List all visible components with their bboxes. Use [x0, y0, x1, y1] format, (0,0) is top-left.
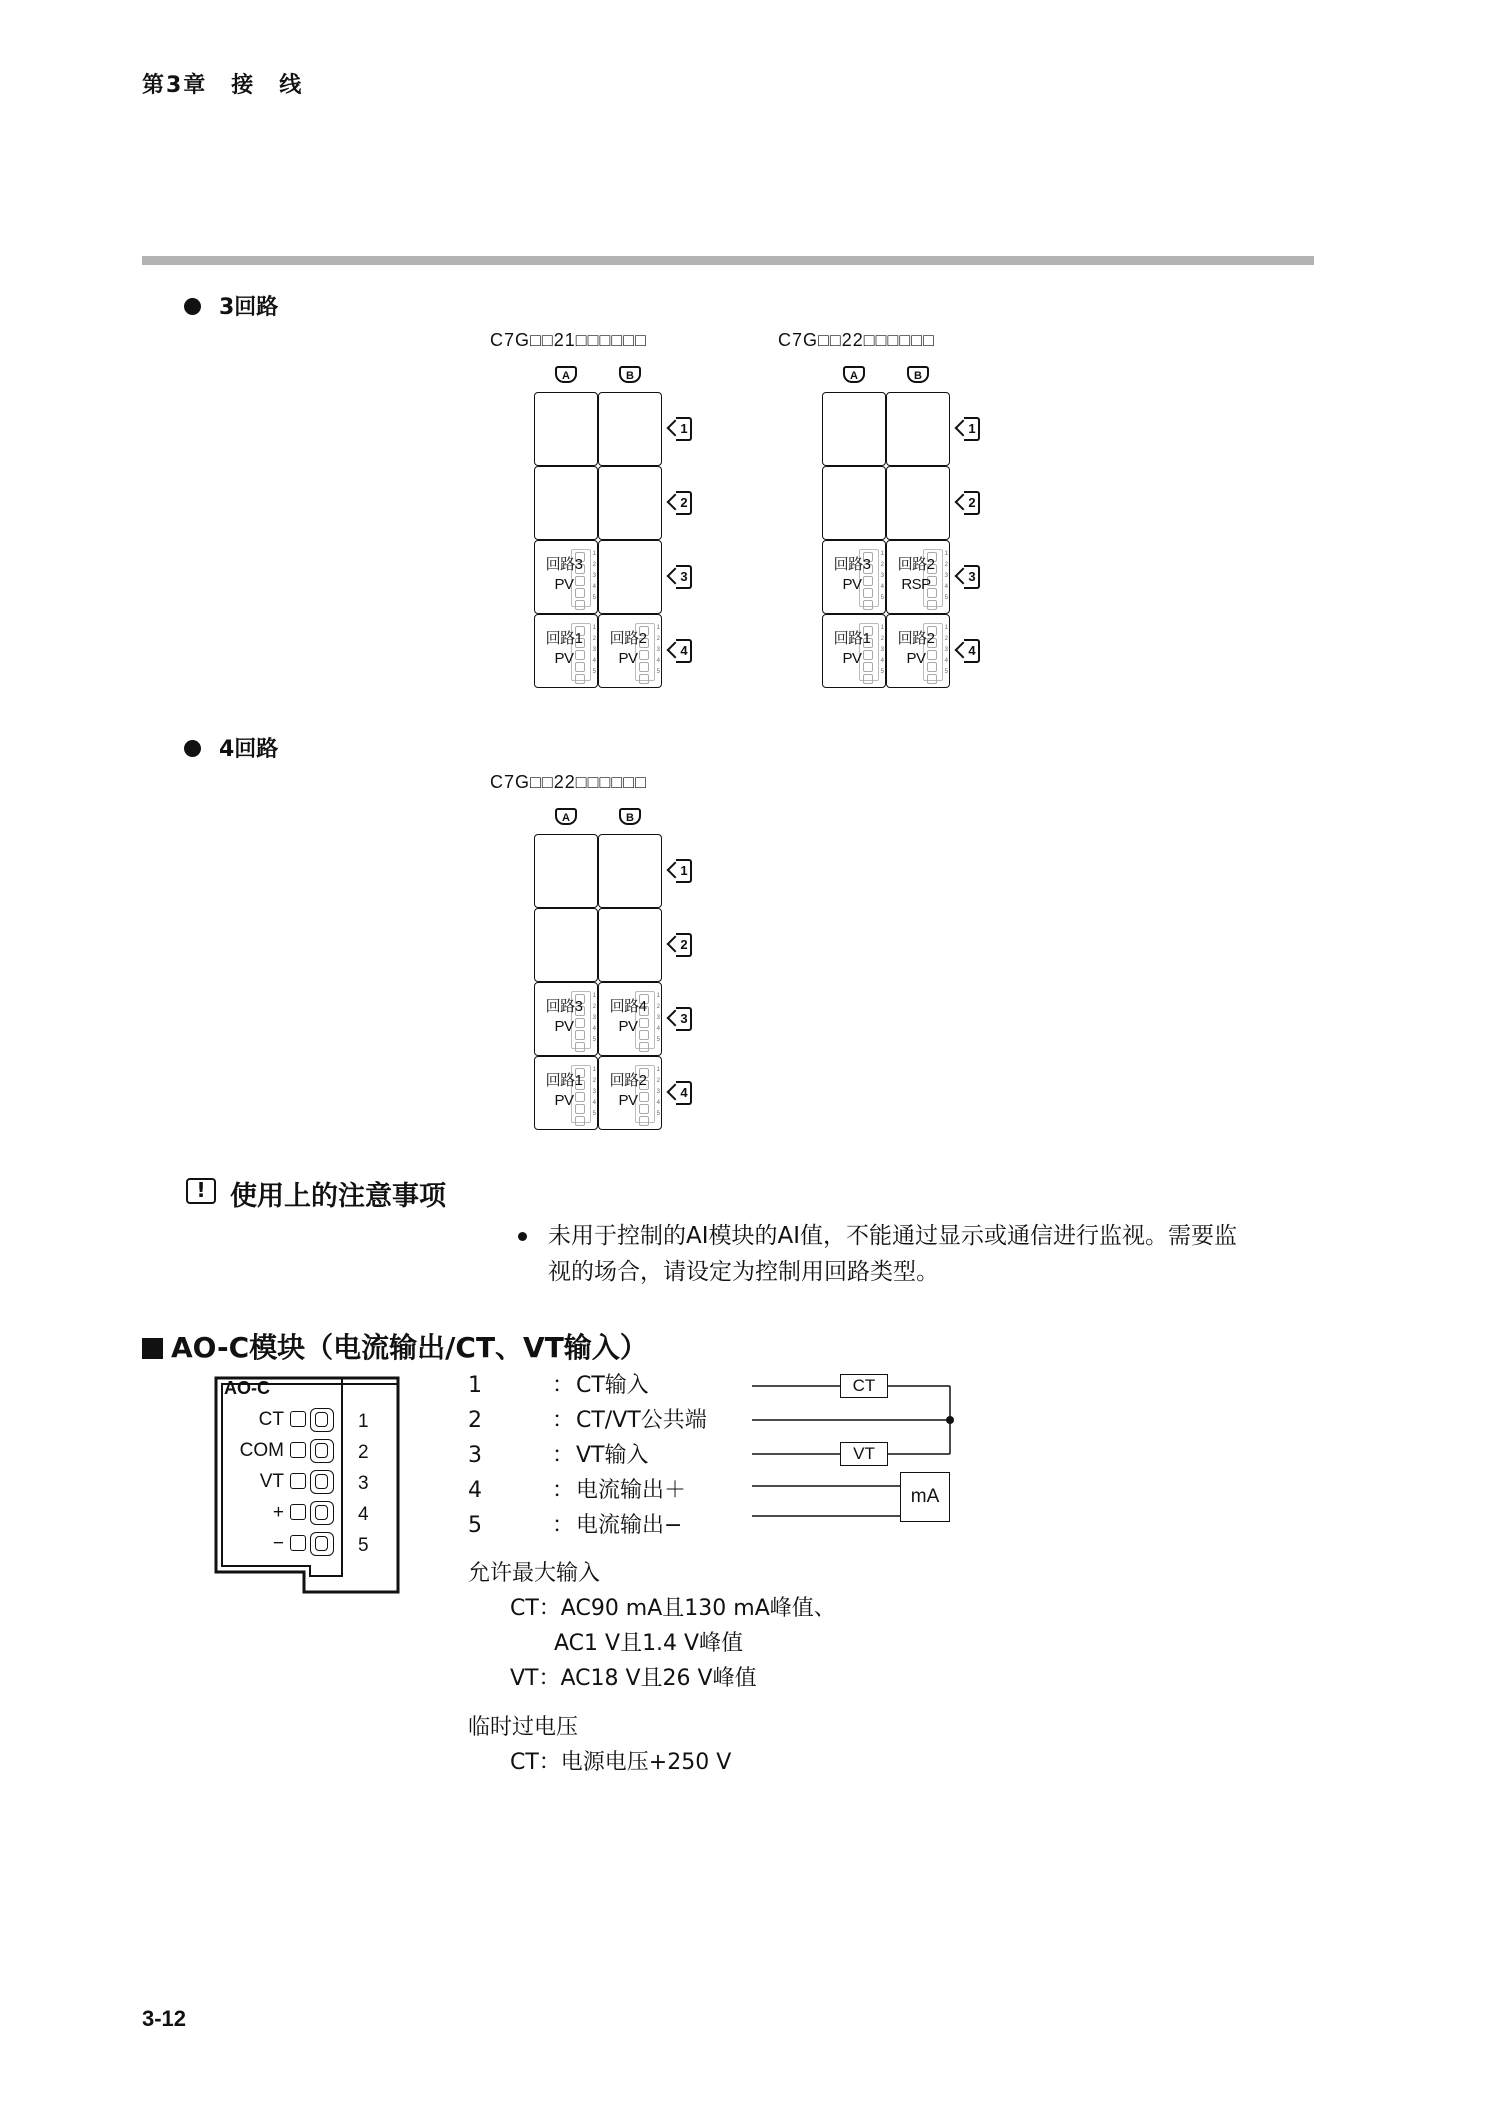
column-tag-b: B: [619, 808, 641, 825]
chapter-header: 第3章 接 线: [142, 73, 304, 98]
module-diagram-4loop-22: [490, 772, 710, 1142]
slot-label: 回路3 PV: [545, 556, 583, 593]
terminal-number: 5: [358, 1535, 369, 1556]
slot-label: 回路2 RSP: [897, 556, 935, 593]
column-tag-b: B: [907, 366, 929, 383]
row-tag-2: 2: [670, 491, 692, 515]
vt-box: VT: [840, 1442, 888, 1466]
screw-terminal-icon: [290, 1470, 338, 1494]
bullet-icon: [184, 298, 201, 315]
row-tag-3: 3: [958, 565, 980, 589]
module-slot-b4: [598, 1056, 662, 1130]
slot-label: 回路1 PV: [833, 630, 871, 667]
screw-terminal-icon: [290, 1501, 338, 1525]
module-slot-b2: [598, 908, 662, 982]
module-slot-b3: [598, 540, 662, 614]
terminal-numbers: 1 2 3 4 5: [656, 1067, 660, 1117]
terminal-number: 2: [358, 1442, 369, 1463]
pin-description: VT输入: [576, 1443, 649, 1468]
pin-number: 2: [468, 1408, 482, 1433]
terminal-numbers: 1 2 3 4 5: [880, 551, 884, 601]
pin-separator: ：: [552, 1408, 575, 1433]
pin-description: CT/VT公共端: [576, 1408, 707, 1433]
screw-terminal-icon: [290, 1532, 338, 1556]
pin-description: 电流输出＋: [576, 1478, 687, 1503]
module-slot-b3: [886, 540, 950, 614]
column-tag-a: A: [555, 808, 577, 825]
module-slot-b4: [886, 614, 950, 688]
section-title-3loop: 3回路: [184, 290, 278, 321]
terminal-numbers: 1 2 3 4 5: [592, 625, 596, 675]
pin-description: 电流输出−: [576, 1513, 683, 1538]
module-slot-a1: [534, 834, 598, 908]
max-input-ct: CT：AC90 mA且130 mA峰值、: [510, 1596, 836, 1621]
terminal-numbers: 1 2 3 4 5: [656, 993, 660, 1043]
pin-description: CT输入: [576, 1373, 649, 1398]
module-slot-b2: [598, 466, 662, 540]
terminal-number: 1: [358, 1411, 369, 1432]
screw-terminal-icon: [290, 1408, 338, 1432]
module-slot-b1: [598, 392, 662, 466]
bullet-icon: [518, 1232, 527, 1241]
module-diagram-3loop-22: [778, 330, 998, 700]
slot-label: 回路2 PV: [609, 1072, 647, 1109]
module-slot-b4: [598, 614, 662, 688]
connector-terminal-row: [212, 1497, 402, 1528]
terminal-numbers: 1 2 3 4 5: [592, 551, 596, 601]
module-slot-a2: [822, 466, 886, 540]
module-slot-a3: [534, 982, 598, 1056]
slot-label: 回路3 PV: [833, 556, 871, 593]
ct-box: CT: [840, 1374, 888, 1398]
pin-row: [468, 1368, 768, 1403]
terminal-numbers: 1 2 3 4 5: [592, 993, 596, 1043]
row-tag-2: 2: [670, 933, 692, 957]
square-bullet-icon: [142, 1338, 163, 1359]
pin-row: [468, 1508, 768, 1543]
terminal-numbers: 1 2 3 4 5: [944, 625, 948, 675]
section-divider: [142, 256, 1314, 265]
terminal-numbers: 1 2 3 4 5: [880, 625, 884, 675]
ma-box: mA: [900, 1472, 950, 1522]
caution-bullet: [518, 1218, 1318, 1290]
pin-number: 1: [468, 1373, 482, 1398]
terminal-label: CT: [258, 1409, 284, 1430]
module-slot-a3: [534, 540, 598, 614]
overvoltage-value: CT：电源电压+250 V: [510, 1750, 732, 1775]
column-tag-a: A: [843, 366, 865, 383]
module-slot-a1: [822, 392, 886, 466]
terminal-label: −: [272, 1533, 284, 1554]
module-model-code: C7G□□21□□□□□□: [490, 330, 648, 350]
module-model-code: C7G□□22□□□□□□: [778, 330, 936, 350]
module-slot-b1: [598, 834, 662, 908]
row-tag-2: 2: [958, 491, 980, 515]
max-input-title: 允许最大输入: [468, 1561, 601, 1586]
pin-list: [468, 1368, 768, 1543]
terminal-number: 4: [358, 1504, 369, 1525]
caution-text-line1: 未用于控制的AI模块的AI值，不能通过显示或通信进行监视。需要监: [548, 1223, 1238, 1249]
pin-row: [468, 1403, 768, 1438]
exclamation-box-icon: !: [186, 1178, 216, 1204]
terminal-number: 3: [358, 1473, 369, 1494]
terminal-label: COM: [239, 1440, 284, 1461]
aoc-section-title: AO-C模块（电流输出/CT、VT输入）: [142, 1326, 648, 1366]
row-tag-3: 3: [670, 1007, 692, 1031]
module-slot-a4: [822, 614, 886, 688]
terminal-numbers: 1 2 3 4 5: [944, 551, 948, 601]
slot-label: 回路4 PV: [609, 998, 647, 1035]
column-tag-b: B: [619, 366, 641, 383]
pin-separator: ：: [552, 1478, 575, 1503]
module-slot-a2: [534, 908, 598, 982]
pin-row: [468, 1473, 768, 1508]
module-model-code: C7G□□22□□□□□□: [490, 772, 648, 792]
terminal-label: VT: [259, 1471, 284, 1492]
module-slot-a4: [534, 614, 598, 688]
pin-separator: ：: [552, 1513, 575, 1538]
slot-label: 回路1 PV: [545, 630, 583, 667]
aoc-connector-diagram: [212, 1376, 402, 1594]
row-tag-4: 4: [958, 639, 980, 663]
pin-number: 4: [468, 1478, 482, 1503]
connector-terminal-row: [212, 1404, 402, 1435]
slot-label: 回路2 PV: [609, 630, 647, 667]
module-slot-b1: [886, 392, 950, 466]
terminal-label: +: [272, 1502, 284, 1523]
pin-separator: ：: [552, 1443, 575, 1468]
connector-name: AO-C: [224, 1378, 270, 1398]
terminal-numbers: 1 2 3 4 5: [656, 625, 660, 675]
caution-title: 使用上的注意事项: [230, 1181, 446, 1212]
slot-label: 回路2 PV: [897, 630, 935, 667]
row-tag-4: 4: [670, 639, 692, 663]
connector-terminal-row: [212, 1528, 402, 1559]
slot-label: 回路3 PV: [545, 998, 583, 1035]
max-input-vt: VT：AC18 V且26 V峰值: [510, 1666, 757, 1691]
row-tag-4: 4: [670, 1081, 692, 1105]
pin-separator: ：: [552, 1373, 575, 1398]
pin-row: [468, 1438, 768, 1473]
overvoltage-title: 临时过电压: [468, 1715, 579, 1740]
pin-number: 3: [468, 1443, 482, 1468]
row-tag-1: 1: [670, 417, 692, 441]
module-slot-b3: [598, 982, 662, 1056]
column-tag-a: A: [555, 366, 577, 383]
row-tag-1: 1: [670, 859, 692, 883]
pin-number: 5: [468, 1513, 482, 1538]
page-number: 3-12: [142, 2006, 187, 2031]
terminal-numbers: 1 2 3 4 5: [592, 1067, 596, 1117]
connector-terminal-row: [212, 1466, 402, 1497]
section-title-4loop: 4回路: [184, 732, 278, 763]
caution-text-line2: 视的场合，请设定为控制用回路类型。: [548, 1259, 939, 1285]
module-slot-a3: [822, 540, 886, 614]
module-slot-a1: [534, 392, 598, 466]
row-tag-1: 1: [958, 417, 980, 441]
max-input-ct-v: AC1 V且1.4 V峰值: [510, 1631, 744, 1656]
bullet-icon: [184, 740, 201, 757]
screw-terminal-icon: [290, 1439, 338, 1463]
row-tag-3: 3: [670, 565, 692, 589]
module-slot-a2: [534, 466, 598, 540]
module-diagram-3loop-21: [490, 330, 710, 700]
module-slot-b2: [886, 466, 950, 540]
module-slot-a4: [534, 1056, 598, 1130]
max-input-block: [468, 1556, 836, 1780]
slot-label: 回路1 PV: [545, 1072, 583, 1109]
connector-terminal-row: [212, 1435, 402, 1466]
